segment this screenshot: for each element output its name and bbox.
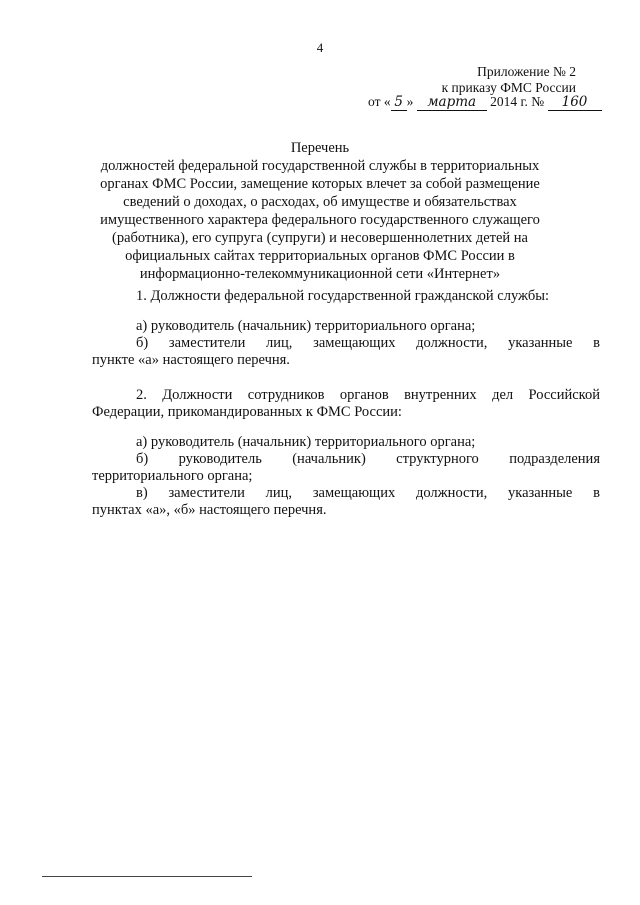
order-quote-close: » bbox=[406, 94, 414, 109]
order-month-handwritten: марта bbox=[417, 94, 487, 111]
section-1 bbox=[92, 288, 600, 305]
order-year: 2014 г. № bbox=[490, 94, 545, 109]
section-2-item-c-cont: пунктах «а», «б» настоящего перечня. bbox=[92, 502, 327, 518]
section-2-item-b: б) руководитель (начальник) структурного подразделения bbox=[136, 451, 600, 467]
title-line: Перечень bbox=[290, 140, 350, 156]
title-line: имущественного характера федерального государственного служащего bbox=[100, 212, 540, 228]
section-1-item-a: а) руководитель (начальник) территориального органа; bbox=[136, 318, 476, 334]
order-date-line bbox=[368, 94, 600, 111]
title-line: органах ФМС России, замещение которых влечет за собой размещение bbox=[100, 176, 540, 192]
page-number: 4 bbox=[316, 40, 324, 55]
section-1-item-b-cont: пункте «а» настоящего перечня. bbox=[92, 352, 290, 368]
section-1-heading: 1. Должности федеральной государственной гражданской службы: bbox=[136, 288, 550, 304]
order-day-handwritten: 5 bbox=[391, 94, 407, 111]
order-number-handwritten: 160 bbox=[548, 94, 602, 111]
annex-title: Приложение № 2 bbox=[477, 64, 576, 79]
title-line: сведений о доходах, о расходах, об имуществе и обязательствах bbox=[123, 194, 517, 210]
section-2-heading-cont: Федерации, прикомандированных к ФМС России: bbox=[92, 404, 402, 420]
annex-order-ref: к приказу ФМС России bbox=[441, 80, 576, 95]
section-2-item-a: а) руководитель (начальник) территориального органа; bbox=[136, 434, 476, 450]
title-line: официальных сайтах территориальных органов ФМС России в bbox=[125, 248, 515, 264]
section-2-item-b-cont: территориального органа; bbox=[92, 468, 253, 484]
section-2-items bbox=[92, 434, 600, 519]
footnote-separator bbox=[42, 876, 252, 877]
section-1-items bbox=[92, 318, 600, 369]
section-2 bbox=[92, 387, 600, 421]
annex-header bbox=[380, 64, 576, 96]
title-line: информационно-телекоммуникационной сети «Интернет» bbox=[139, 266, 501, 282]
section-2-heading: 2. Должности сотрудников органов внутренних дел Российской bbox=[136, 387, 600, 403]
title-line: должностей федеральной государственной службы в территориальных bbox=[100, 158, 540, 174]
section-1-item-b: б) заместители лиц, замещающих должности, указанные в bbox=[136, 335, 600, 351]
section-2-item-c: в) заместители лиц, замещающих должности, указанные в bbox=[136, 485, 600, 501]
document-title bbox=[90, 139, 550, 283]
title-line: (работника), его супруга (супруги) и несовершеннолетних детей на bbox=[112, 230, 528, 246]
order-prefix: от « bbox=[368, 94, 391, 109]
